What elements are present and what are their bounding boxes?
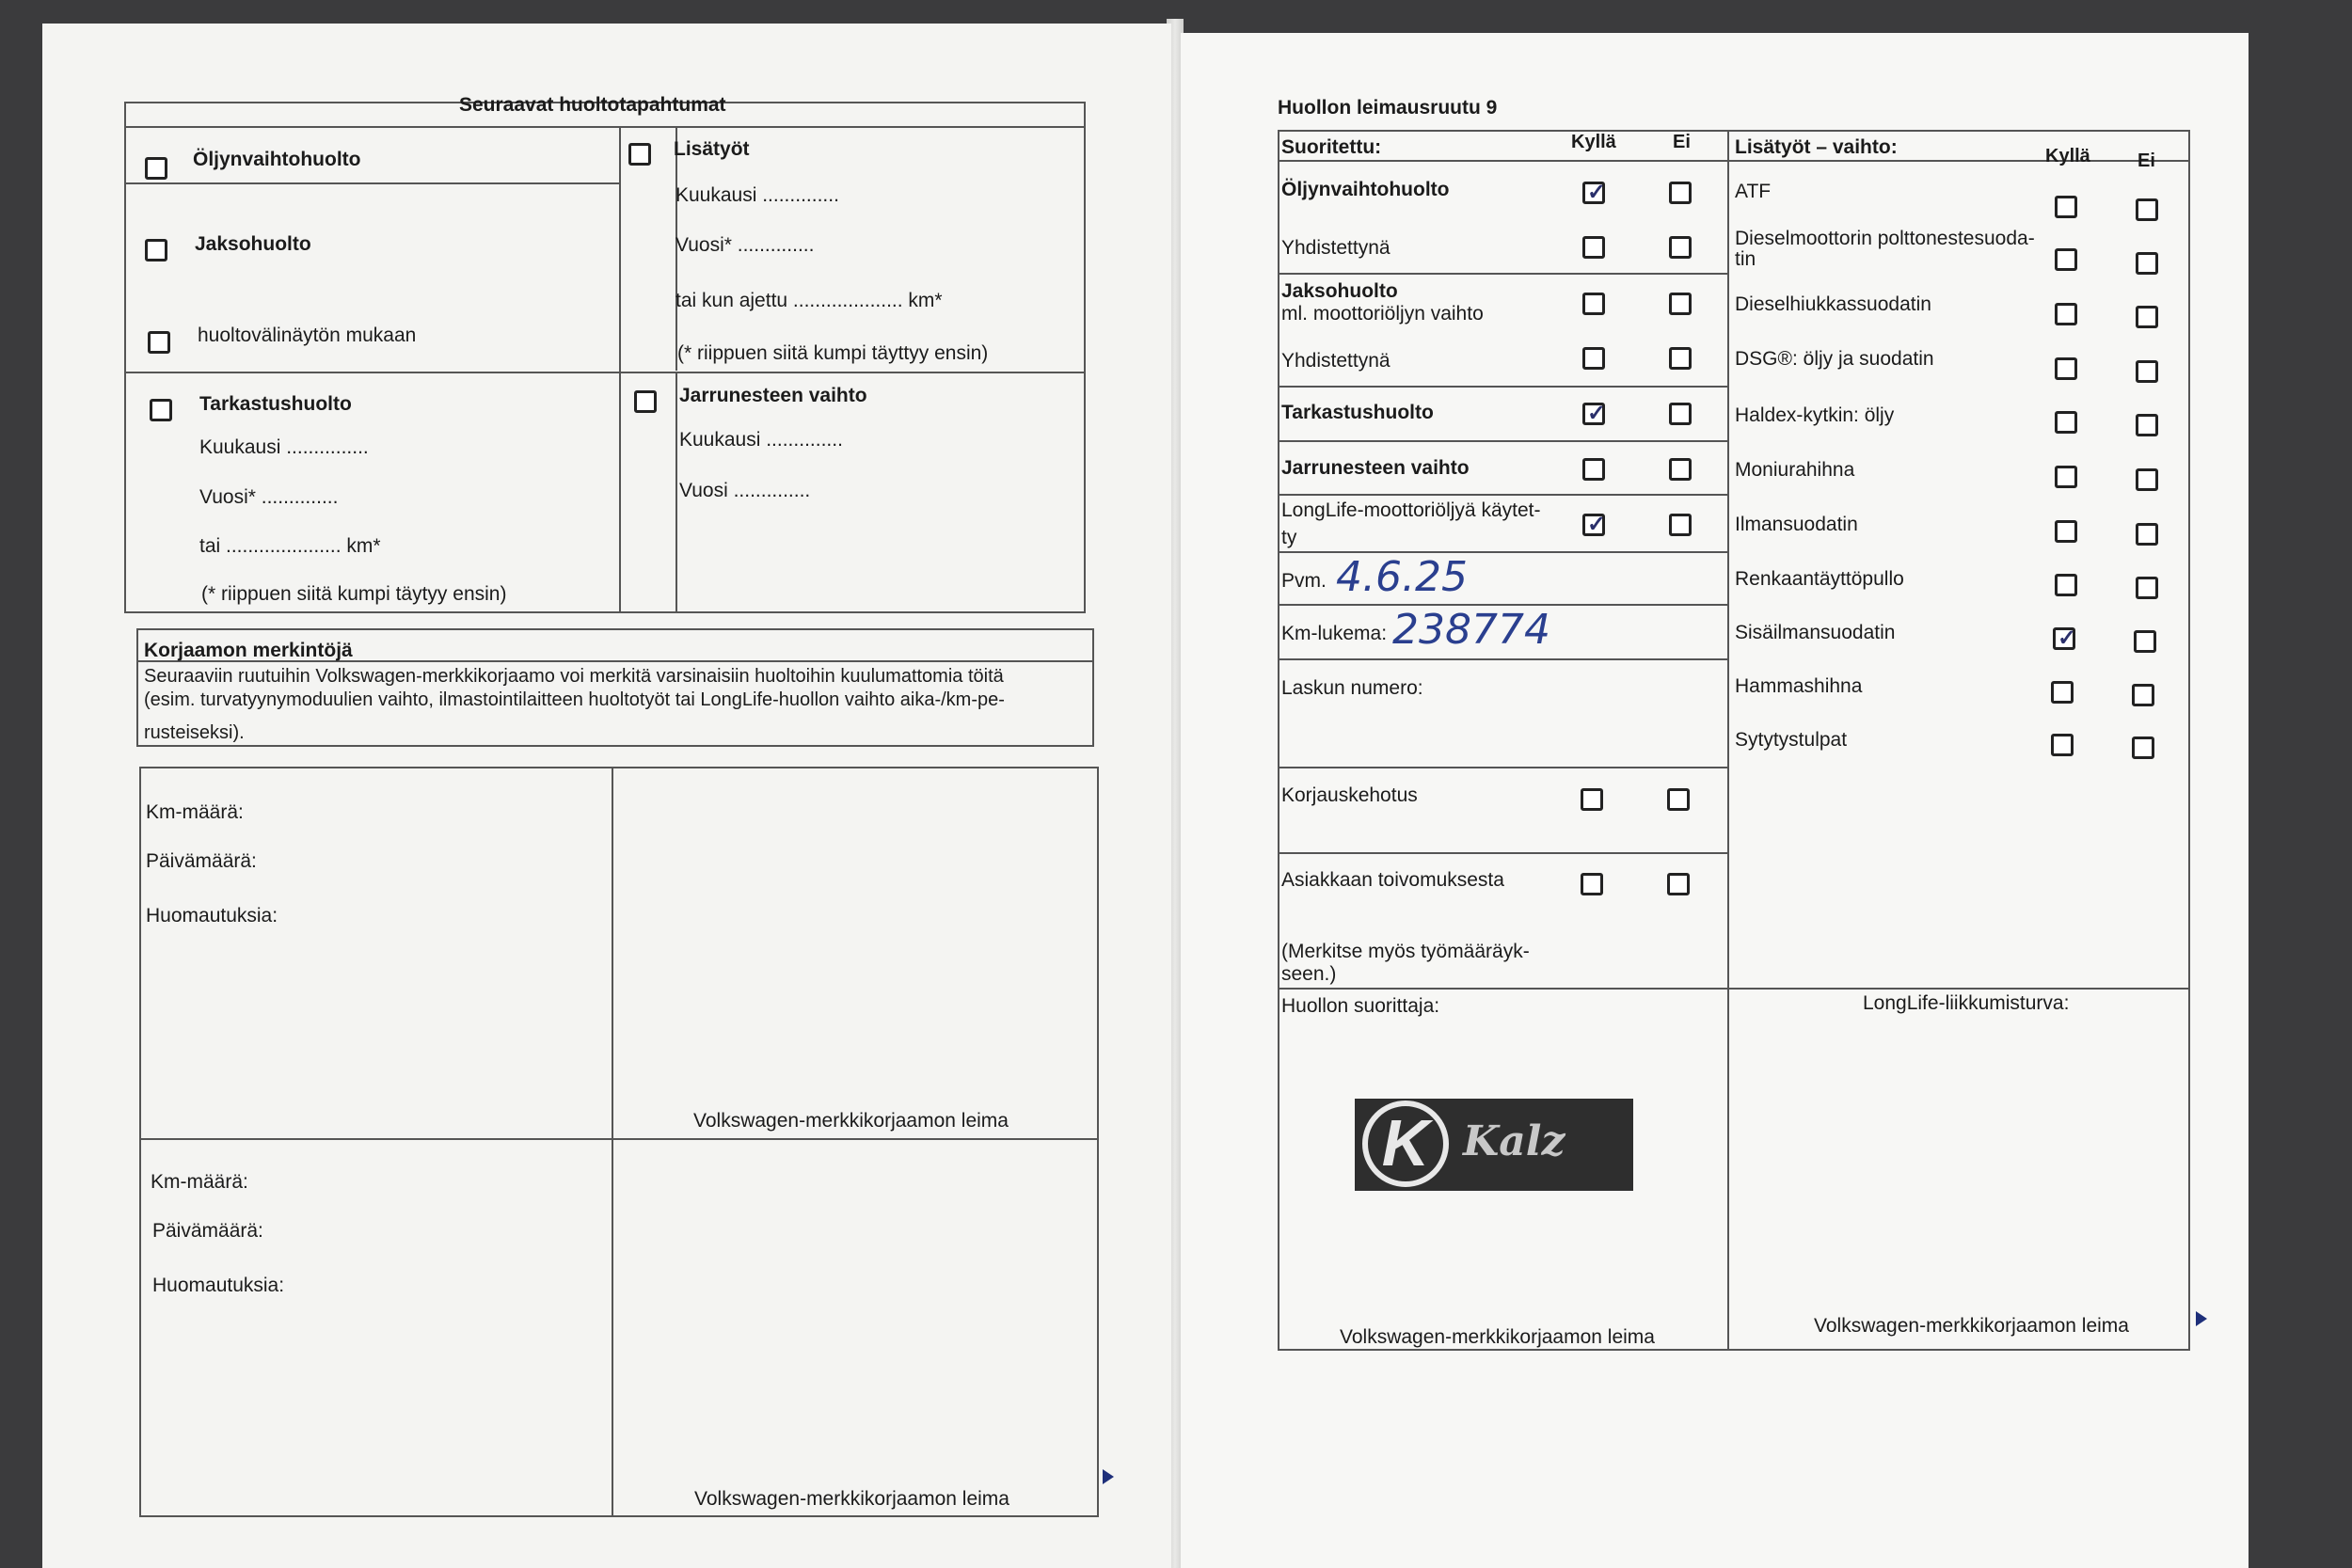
atf-no-checkbox[interactable] <box>2136 198 2158 221</box>
additional-change-header: Lisätyöt – vaihto: <box>1735 136 1898 158</box>
no-header-left: Ei <box>1673 132 1691 152</box>
dsg-yes-checkbox[interactable] <box>2055 357 2077 380</box>
customer-request-no-checkbox[interactable] <box>1667 873 1690 895</box>
repair-campaign-yes-checkbox[interactable] <box>1581 788 1603 811</box>
tyre-yes-checkbox[interactable] <box>2055 574 2077 596</box>
km-amount-label-2: Km-määrä: <box>151 1171 248 1193</box>
month-field[interactable]: Kuukausi .............. <box>675 184 839 206</box>
customer-request-yes-checkbox[interactable] <box>1581 873 1603 895</box>
brake-year-field[interactable]: Vuosi .............. <box>679 480 811 501</box>
stamp-box-title: Huollon leimausruutu 9 <box>1278 97 1498 119</box>
atf-yes-checkbox[interactable] <box>2055 196 2077 218</box>
combined-1-yes-checkbox[interactable] <box>1582 236 1605 259</box>
stamp-label-right-2: Volkswagen-merkkikorjaamon leima <box>1814 1315 2129 1337</box>
interval-service-label: Jaksohuolto <box>195 233 311 255</box>
extra-dsg: DSG®: öljy ja suodatin <box>1735 348 1934 370</box>
oil-service-label: Öljynvaihtohuolto <box>193 149 361 170</box>
extra-diesel-particle-filter: Dieselhiukkassuodatin <box>1735 293 1931 315</box>
timing-belt-no-checkbox[interactable] <box>2132 684 2154 706</box>
inspection-first-note: (* riippuen siitä kumpi täytyy ensin) <box>201 583 507 605</box>
dsg-no-checkbox[interactable] <box>2136 360 2158 383</box>
inspection-year-field[interactable]: Vuosi* .............. <box>199 486 339 508</box>
row-interval-sub: ml. moottoriöljyn vaihto <box>1281 303 1484 325</box>
row-brake-fluid: Jarrunesteen vaihto <box>1281 457 1470 479</box>
brake-no-checkbox[interactable] <box>1669 458 1692 481</box>
date-label: Pvm. <box>1281 570 1327 592</box>
inspection-month-field[interactable]: Kuukausi ............... <box>199 436 369 458</box>
additional-work-checkbox[interactable] <box>628 143 651 166</box>
row-longlife-2: ty <box>1281 527 1297 548</box>
diesel-filter-no-checkbox[interactable] <box>2136 252 2158 275</box>
row-combined-2: Yhdistettynä <box>1281 350 1391 372</box>
no-header-right: Ei <box>2137 150 2155 171</box>
whichever-first-note: (* riippuen siitä kumpi täyttyy ensin) <box>677 342 989 364</box>
haldex-no-checkbox[interactable] <box>2136 414 2158 436</box>
extra-spark-plugs: Sytytystulpat <box>1735 729 1848 751</box>
remarks-label-2: Huomautuksia: <box>152 1275 285 1296</box>
km-field[interactable]: tai kun ajettu .................... km* <box>675 290 943 311</box>
tyre-no-checkbox[interactable] <box>2136 577 2158 599</box>
remarks-label-1: Huomautuksia: <box>146 905 278 927</box>
haldex-yes-checkbox[interactable] <box>2055 411 2077 434</box>
workshop-notes-line-1: Seuraaviin ruutuihin Volkswagen-merkkikorjaamo voi merkitä varsinaisiin huoltoihin kuulumattomia töitä <box>144 666 1004 687</box>
year-field[interactable]: Vuosi* .............. <box>675 234 815 256</box>
extra-timing-belt: Hammashihna <box>1735 675 1863 697</box>
row-combined-1: Yhdistettynä <box>1281 237 1391 259</box>
section-title: Seuraavat huoltotapahtumat <box>459 94 726 116</box>
inspection-yes-checkbox[interactable] <box>1582 403 1605 425</box>
brake-fluid-label: Jarrunesteen vaihto <box>679 385 867 406</box>
extra-multi-belt: Moniurahihna <box>1735 459 1855 481</box>
brake-fluid-checkbox[interactable] <box>634 390 657 413</box>
inspection-checkbox[interactable] <box>150 399 172 421</box>
longlife-yes-checkbox[interactable] <box>1582 514 1605 536</box>
interval-no-checkbox[interactable] <box>1669 293 1692 315</box>
km-amount-label-1: Km-määrä: <box>146 801 244 823</box>
performed-header: Suoritettu: <box>1281 136 1382 158</box>
extra-diesel-fuel-filter-2: tin <box>1735 248 1756 270</box>
belt-yes-checkbox[interactable] <box>2055 466 2077 488</box>
mark-also-line-2: seen.) <box>1281 963 1337 985</box>
interval-service-checkbox[interactable] <box>145 239 167 261</box>
mark-also-line-1: (Merkitse myös työmääräyk- <box>1281 941 1530 962</box>
workshop-notes-title: Korjaamon merkintöjä <box>144 640 353 661</box>
stamp-label-right-1: Volkswagen-merkkikorjaamon leima <box>1340 1326 1655 1348</box>
date-label-2: Päivämäärä: <box>152 1220 263 1242</box>
repair-campaign-no-checkbox[interactable] <box>1667 788 1690 811</box>
date-label-1: Päivämäärä: <box>146 850 257 872</box>
spark-plugs-yes-checkbox[interactable] <box>2051 734 2074 756</box>
yes-header-right: Kyllä <box>2045 146 2090 166</box>
workshop-stamp-logo <box>1355 1099 1633 1191</box>
row-oil-service: Öljynvaihtohuolto <box>1281 179 1450 200</box>
row-interval-service: Jaksohuolto <box>1281 280 1398 302</box>
workshop-notes-line-2: (esim. turvatyynymoduulien vaihto, ilmastointilaitteen huoltotyöt tai LongLife-huollon vaihto aika-/km-pe- <box>144 689 1005 710</box>
invoice-number-label: Laskun numero: <box>1281 677 1423 699</box>
checkmark-icon: ✓ <box>1587 180 1607 205</box>
customer-request-label: Asiakkaan toivomuksesta <box>1281 869 1504 891</box>
extra-air-filter: Ilmansuodatin <box>1735 514 1858 535</box>
row-longlife-1: LongLife-moottoriöljyä käytet- <box>1281 499 1541 521</box>
extra-atf: ATF <box>1735 181 1772 202</box>
stamp-label-1: Volkswagen-merkkikorjaamon leima <box>693 1110 1009 1132</box>
oil-service-yes-checkbox[interactable] <box>1582 182 1605 204</box>
logo-text: Kalz <box>1463 1117 1565 1165</box>
belt-no-checkbox[interactable] <box>2136 468 2158 491</box>
stamp-label-2: Volkswagen-merkkikorjaamon leima <box>694 1488 1009 1510</box>
workshop-notes-line-3: rusteiseksi). <box>144 722 245 743</box>
particle-filter-yes-checkbox[interactable] <box>2055 303 2077 325</box>
next-page-arrow-icon <box>1103 1469 1114 1484</box>
handwritten-date: 4.6.25 <box>1336 553 1468 601</box>
combined-2-yes-checkbox[interactable] <box>1582 347 1605 370</box>
air-filter-no-checkbox[interactable] <box>2136 523 2158 546</box>
repair-campaign-label: Korjauskehotus <box>1281 784 1418 806</box>
oil-service-checkbox[interactable] <box>145 157 167 180</box>
km-reading-label: Km-lukema: <box>1281 623 1388 644</box>
brake-yes-checkbox[interactable] <box>1582 458 1605 481</box>
extra-diesel-fuel-filter-1: Dieselmoottorin polttonestesuoda- <box>1735 228 2035 249</box>
inspection-no-checkbox[interactable] <box>1669 403 1692 425</box>
timing-belt-yes-checkbox[interactable] <box>2051 681 2074 704</box>
interval-yes-checkbox[interactable] <box>1582 293 1605 315</box>
next-page-arrow-icon <box>2196 1311 2207 1326</box>
row-inspection: Tarkastushuolto <box>1281 402 1434 423</box>
yes-header-left: Kyllä <box>1571 132 1616 152</box>
per-display-label: huoltovälinäytön mukaan <box>198 325 417 346</box>
combined-1-no-checkbox[interactable] <box>1669 236 1692 259</box>
handwritten-km: 238774 <box>1392 606 1550 654</box>
per-display-checkbox[interactable] <box>148 331 170 354</box>
extra-haldex: Haldex-kytkin: öljy <box>1735 404 1895 426</box>
logo-k-icon: K <box>1362 1101 1449 1187</box>
additional-work-label: Lisätyöt <box>674 138 750 160</box>
spark-plugs-no-checkbox[interactable] <box>2132 736 2154 759</box>
diesel-filter-yes-checkbox[interactable] <box>2055 248 2077 271</box>
oil-service-no-checkbox[interactable] <box>1669 182 1692 204</box>
checkmark-icon: ✓ <box>1587 512 1607 537</box>
combined-2-no-checkbox[interactable] <box>1669 347 1692 370</box>
particle-filter-no-checkbox[interactable] <box>2136 306 2158 328</box>
performer-label: Huollon suorittaja: <box>1281 995 1440 1017</box>
longlife-no-checkbox[interactable] <box>1669 514 1692 536</box>
inspection-label: Tarkastushuolto <box>199 393 352 415</box>
extra-tyre-inflator: Renkaantäyttöpullo <box>1735 568 1904 590</box>
inspection-km-field[interactable]: tai ..................... km* <box>199 535 381 557</box>
brake-month-field[interactable]: Kuukausi .............. <box>679 429 843 451</box>
cabin-filter-yes-checkbox[interactable] <box>2053 627 2075 650</box>
air-filter-yes-checkbox[interactable] <box>2055 520 2077 543</box>
checkmark-icon: ✓ <box>1587 401 1607 426</box>
longlife-mobility-label: LongLife-liikkumisturva: <box>1863 992 2070 1014</box>
extra-cabin-filter: Sisäilmansuodatin <box>1735 622 1896 643</box>
extra-work-boxes <box>139 767 1099 1517</box>
cabin-filter-no-checkbox[interactable] <box>2134 630 2156 653</box>
checkmark-icon: ✓ <box>2058 626 2077 651</box>
